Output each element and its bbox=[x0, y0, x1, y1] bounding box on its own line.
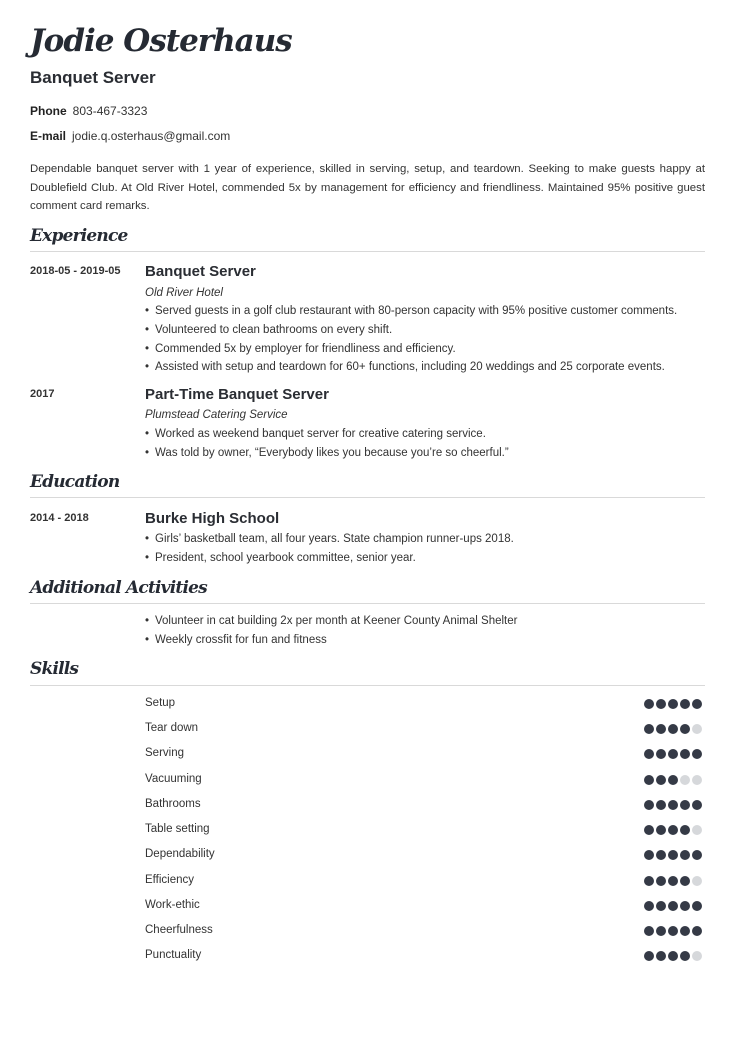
rating-dot-filled bbox=[680, 749, 690, 759]
skill-name: Setup bbox=[145, 697, 176, 709]
experience-bullet: • Volunteered to clean bathrooms on every shift. bbox=[145, 324, 393, 336]
skill-name: Vacuuming bbox=[145, 773, 202, 785]
rating-dot-filled bbox=[668, 876, 678, 886]
skill-rating bbox=[644, 800, 702, 810]
rating-dot-filled bbox=[692, 926, 702, 936]
skill-rating bbox=[644, 749, 702, 759]
rating-dot-filled bbox=[680, 901, 690, 911]
rating-dot-filled bbox=[668, 724, 678, 734]
section-divider bbox=[30, 251, 705, 252]
rating-dot-filled bbox=[668, 901, 678, 911]
education-bullet: • Girls’ basketball team, all four years. State champion runner-ups 2018. bbox=[145, 533, 514, 545]
rating-dot-filled bbox=[644, 951, 654, 961]
skill-name: Cheerfulness bbox=[145, 924, 213, 936]
experience-bullet: • Was told by owner, “Everybody likes you because you’re so cheerful.” bbox=[145, 447, 509, 459]
rating-dot-filled bbox=[656, 724, 666, 734]
rating-dot-filled bbox=[668, 775, 678, 785]
rating-dot-filled bbox=[656, 951, 666, 961]
rating-dot-filled bbox=[680, 724, 690, 734]
rating-dot-filled bbox=[680, 951, 690, 961]
activity-bullet: • Volunteer in cat building 2x per month at Keener County Animal Shelter bbox=[145, 615, 518, 627]
phone-row bbox=[30, 104, 147, 118]
skill-name: Punctuality bbox=[145, 949, 202, 961]
rating-dot-empty bbox=[692, 825, 702, 835]
skill-rating bbox=[644, 850, 702, 860]
rating-dot-filled bbox=[668, 951, 678, 961]
rating-dot-filled bbox=[692, 850, 702, 860]
experience-bullet: • Served guests in a golf club restaurant with 80-person capacity with 95% positive customer comments. bbox=[145, 305, 678, 317]
section-divider bbox=[30, 603, 705, 604]
rating-dot-filled bbox=[644, 876, 654, 886]
section-title-education: Education bbox=[30, 472, 120, 492]
rating-dot-empty bbox=[692, 724, 702, 734]
skill-name: Bathrooms bbox=[145, 798, 201, 810]
rating-dot-filled bbox=[668, 800, 678, 810]
rating-dot-filled bbox=[668, 749, 678, 759]
skill-name: Table setting bbox=[145, 823, 210, 835]
rating-dot-filled bbox=[692, 699, 702, 709]
rating-dot-filled bbox=[656, 775, 666, 785]
skill-rating bbox=[644, 951, 702, 961]
rating-dot-filled bbox=[644, 850, 654, 860]
experience-employer: Plumstead Catering Service bbox=[145, 409, 288, 421]
skill-name: Efficiency bbox=[145, 874, 195, 886]
rating-dot-filled bbox=[656, 800, 666, 810]
section-divider bbox=[30, 685, 705, 686]
section-title-experience: Experience bbox=[30, 226, 128, 246]
experience-bullet: • Assisted with setup and teardown for 60+ functions, including 20 weddings and 25 corporate events. bbox=[145, 361, 665, 373]
skill-rating bbox=[644, 699, 702, 709]
section-divider bbox=[30, 497, 705, 498]
rating-dot-filled bbox=[644, 749, 654, 759]
skill-rating bbox=[644, 901, 702, 911]
rating-dot-filled bbox=[644, 699, 654, 709]
rating-dot-empty bbox=[692, 876, 702, 886]
candidate-name: Jodie Osterhaus bbox=[30, 23, 292, 59]
rating-dot-filled bbox=[668, 699, 678, 709]
skill-rating bbox=[644, 825, 702, 835]
education-date: 2014 - 2018 bbox=[30, 512, 89, 524]
experience-date: 2017 bbox=[30, 388, 55, 400]
experience-title: Part-Time Banquet Server bbox=[145, 386, 329, 403]
skill-name: Work-ethic bbox=[145, 899, 200, 911]
rating-dot-filled bbox=[656, 876, 666, 886]
skill-name: Dependability bbox=[145, 848, 215, 860]
rating-dot-filled bbox=[656, 825, 666, 835]
phone-value: 803-467-3323 bbox=[72, 104, 148, 118]
rating-dot-filled bbox=[656, 850, 666, 860]
rating-dot-filled bbox=[680, 876, 690, 886]
experience-employer: Old River Hotel bbox=[145, 287, 223, 299]
experience-date: 2018-05 - 2019-05 bbox=[30, 265, 121, 277]
phone-label: Phone bbox=[30, 104, 67, 118]
rating-dot-filled bbox=[644, 724, 654, 734]
email-row bbox=[30, 129, 230, 143]
experience-bullet: • Worked as weekend banquet server for creative catering service. bbox=[145, 428, 486, 440]
rating-dot-filled bbox=[680, 926, 690, 936]
rating-dot-empty bbox=[680, 775, 690, 785]
rating-dot-filled bbox=[680, 850, 690, 860]
rating-dot-filled bbox=[692, 901, 702, 911]
rating-dot-filled bbox=[644, 825, 654, 835]
section-title-skills: Skills bbox=[30, 659, 79, 679]
email-label: E-mail bbox=[30, 129, 67, 143]
experience-bullet: • Commended 5x by employer for friendliness and efficiency. bbox=[145, 343, 456, 355]
rating-dot-filled bbox=[668, 850, 678, 860]
rating-dot-filled bbox=[680, 825, 690, 835]
rating-dot-empty bbox=[692, 775, 702, 785]
rating-dot-filled bbox=[668, 825, 678, 835]
email-value: jodie.q.osterhaus@gmail.com bbox=[72, 129, 231, 143]
skill-rating bbox=[644, 724, 702, 734]
rating-dot-filled bbox=[656, 901, 666, 911]
rating-dot-filled bbox=[692, 800, 702, 810]
rating-dot-filled bbox=[656, 926, 666, 936]
section-title-activities: Additional Activities bbox=[30, 578, 207, 598]
rating-dot-filled bbox=[644, 800, 654, 810]
rating-dot-filled bbox=[656, 699, 666, 709]
skill-name: Tear down bbox=[145, 722, 199, 734]
rating-dot-filled bbox=[656, 749, 666, 759]
rating-dot-filled bbox=[644, 926, 654, 936]
rating-dot-filled bbox=[680, 699, 690, 709]
rating-dot-filled bbox=[668, 926, 678, 936]
rating-dot-filled bbox=[680, 800, 690, 810]
skill-rating bbox=[644, 876, 702, 886]
rating-dot-filled bbox=[692, 749, 702, 759]
experience-title: Banquet Server bbox=[145, 263, 256, 280]
rating-dot-empty bbox=[692, 951, 702, 961]
rating-dot-filled bbox=[644, 901, 654, 911]
skill-rating bbox=[644, 775, 702, 785]
skill-rating bbox=[644, 926, 702, 936]
activity-bullet: • Weekly crossfit for fun and fitness bbox=[145, 634, 327, 646]
skill-name: Serving bbox=[145, 747, 184, 759]
summary-paragraph: Dependable banquet server with 1 year of experience, skilled in serving, setup, and teardown. Seeking to make guests happy at Doublefield Club. At Old River Hotel, commended 5x by management for efficiency and friendliness. Maintained 95% positive guest comment card remarks. bbox=[30, 163, 705, 213]
rating-dot-filled bbox=[644, 775, 654, 785]
education-bullet: • President, school yearbook committee, senior year. bbox=[145, 552, 416, 564]
education-school: Burke High School bbox=[145, 510, 280, 527]
job-title-header: Banquet Server bbox=[30, 68, 156, 87]
